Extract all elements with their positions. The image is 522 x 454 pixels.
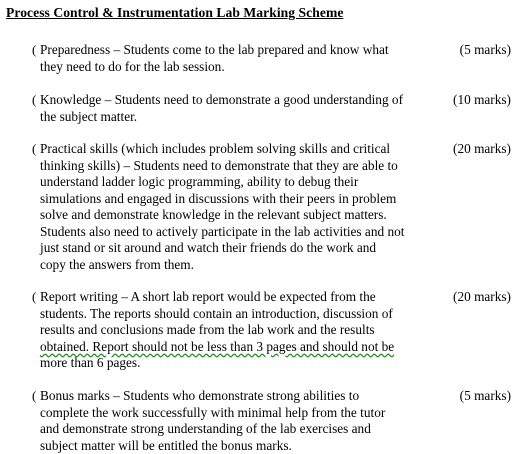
document-title: Process Control & Instrumentation Lab Marking Scheme [6, 5, 343, 22]
item-line: Students also need to actively participate in the lab activities and not [40, 224, 440, 241]
item-line: the subject matter. [40, 109, 440, 126]
item-line: subject matter will be entitled the bonus marks. [40, 438, 440, 454]
bullet-icon: ( [32, 92, 38, 109]
bullet-icon: ( [32, 289, 38, 306]
item-line: Preparedness – Students come to the lab prepared and know what [40, 42, 440, 59]
item-line: understand ladder logic programming, ability to debug their [40, 174, 440, 191]
item-marks: (20 marks) [453, 289, 511, 306]
item-line: Report writing – A short lab report would be expected from the [40, 289, 440, 306]
item-line: complete the work successfully with minimal help from the tutor [40, 405, 440, 422]
item-marks: (10 marks) [453, 92, 511, 109]
item-description [40, 141, 440, 273]
item-marks: (5 marks) [460, 42, 511, 59]
item-marks: (5 marks) [460, 388, 511, 405]
item-line: and demonstrate strong understanding of the lab exercises and [40, 421, 440, 438]
item-description [40, 42, 440, 75]
item-description [40, 92, 440, 125]
item-line: they need to do for the lab session. [40, 59, 440, 76]
item-description [40, 388, 440, 454]
item-line: Bonus marks – Students who demonstrate strong abilities to [40, 388, 440, 405]
item-line: more than 6 pages. [40, 355, 440, 372]
bullet-icon: ( [32, 42, 38, 59]
item-line: Practical skills (which includes problem solving skills and critical [40, 141, 440, 158]
item-line: solve and demonstrate knowledge in the relevant subject matters. [40, 207, 440, 224]
item-line: just stand or sit around and watch their friends do the work and [40, 240, 440, 257]
item-description [40, 289, 440, 372]
item-line: obtained. Report should not be less than 3 pages and should not be [40, 339, 440, 356]
bullet-icon: ( [32, 141, 38, 158]
item-line: students. The reports should contain an introduction, discussion of [40, 306, 440, 323]
item-line: thinking skills) – Students need to demonstrate that they are able to [40, 158, 440, 175]
item-line: simulations and engaged in discussions with their peers in problem [40, 191, 440, 208]
item-marks: (20 marks) [453, 141, 511, 158]
item-line: copy the answers from them. [40, 257, 440, 274]
bullet-icon: ( [32, 388, 38, 405]
item-line: results and conclusions made from the lab work and the results [40, 322, 440, 339]
item-line: Knowledge – Students need to demonstrate a good understanding of [40, 92, 440, 109]
